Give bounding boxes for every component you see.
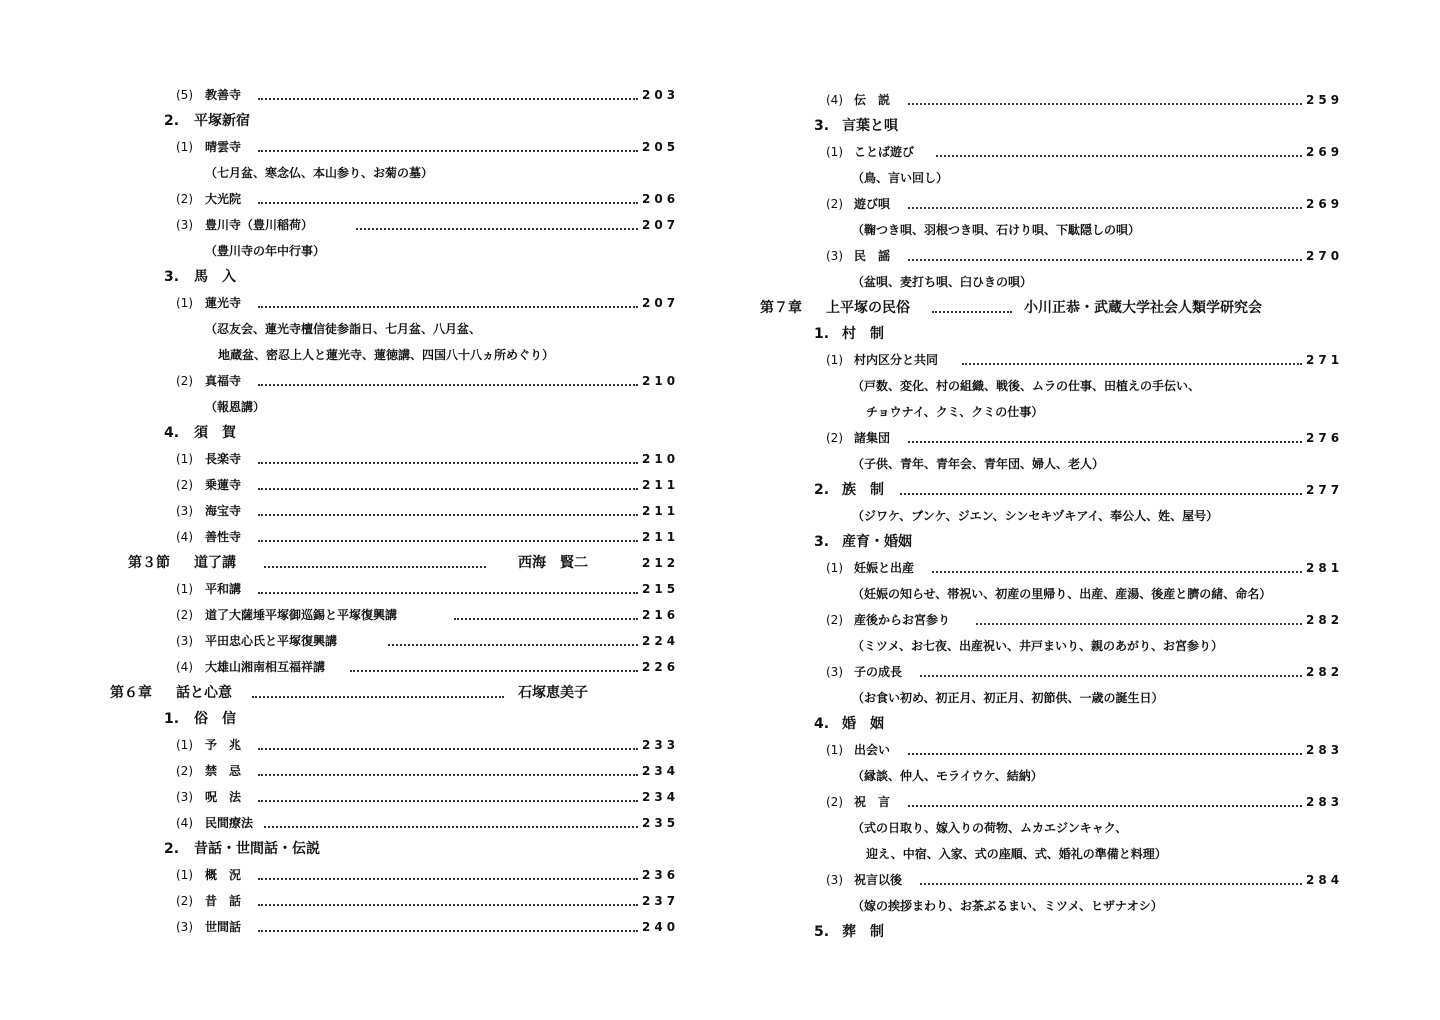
toc-subsection	[720, 323, 1440, 345]
entry-number: (1)	[826, 145, 843, 159]
entry-number: (2)	[176, 608, 193, 622]
toc-subsection	[0, 110, 720, 132]
entry-title: 呪 法	[205, 790, 242, 804]
entry-number: (3)	[176, 634, 193, 648]
entry-number: (2)	[826, 613, 843, 627]
toc-entry	[720, 791, 1440, 813]
entry-number: (1)	[826, 561, 843, 575]
toc-note	[720, 505, 1440, 527]
entry-title: 平和講	[205, 582, 242, 596]
entry-title: 産育・婚姻	[842, 534, 912, 550]
dot-leader	[908, 103, 1302, 105]
entry-note: （子供、青年、青年会、青年団、婦人、老人）	[852, 457, 1105, 471]
dot-leader	[258, 462, 638, 464]
toc-entry	[0, 916, 720, 938]
toc-entry	[720, 609, 1440, 631]
page-number: 226	[642, 660, 680, 674]
toc-note	[720, 765, 1440, 787]
toc-entry	[0, 526, 720, 548]
toc-entry	[720, 245, 1440, 267]
page-number: 284	[1306, 873, 1344, 887]
entry-title: 言葉と唄	[842, 118, 898, 134]
entry-title: 予 兆	[205, 738, 242, 752]
toc-chapter	[0, 682, 720, 704]
toc-note	[720, 219, 1440, 241]
entry-note: （戸数、変化、村の組織、戦後、ムラの仕事、田植えの手伝い、	[852, 379, 1201, 393]
toc-note	[0, 344, 720, 366]
entry-note: （妊娠の知らせ、帯祝い、初産の里帰り、出産、産湯、後産と臍の緒、命名）	[852, 587, 1272, 601]
entry-title: 村 制	[842, 326, 884, 342]
page-number: 210	[642, 374, 680, 388]
page-number: 237	[642, 894, 680, 908]
toc-entry	[0, 500, 720, 522]
dot-leader	[258, 748, 638, 750]
dot-leader	[962, 363, 1302, 365]
page-number: 210	[642, 452, 680, 466]
toc-section	[0, 552, 720, 574]
page-number: 207	[642, 296, 680, 310]
entry-number: (3)	[176, 218, 193, 232]
entry-title: 祝言以後	[854, 873, 903, 887]
entry-note: （七月盆、寒念仏、本山参り、お菊の墓）	[205, 166, 434, 180]
dot-leader	[258, 904, 638, 906]
dot-leader	[900, 493, 1302, 495]
toc-note	[720, 271, 1440, 293]
toc-entry	[720, 349, 1440, 371]
entry-title: 子の成長	[854, 665, 903, 679]
entry-number: (1)	[176, 868, 193, 882]
toc-entry	[0, 760, 720, 782]
entry-note: チョウナイ、クミ、クミの仕事）	[866, 405, 1044, 419]
entry-number: (4)	[176, 816, 193, 830]
toc-subsection	[0, 266, 720, 288]
entry-title: 大光院	[205, 192, 242, 206]
page-number: 224	[642, 634, 680, 648]
toc-entry	[720, 141, 1440, 163]
page-number: 207	[642, 218, 680, 232]
dot-leader	[258, 592, 638, 594]
entry-title: 世間話	[205, 920, 242, 934]
entry-note: （鳥、言い回し）	[852, 171, 949, 185]
chapter-title: 上平塚の民俗	[826, 300, 910, 316]
dot-leader	[264, 566, 486, 568]
toc-entry	[0, 604, 720, 626]
page-number: 234	[642, 790, 680, 804]
section-title: 道了講	[194, 555, 236, 571]
toc-entry	[720, 661, 1440, 683]
toc-subsection	[720, 531, 1440, 553]
entry-title: 昔 話	[205, 894, 242, 908]
toc-entry	[720, 193, 1440, 215]
page-number: 211	[642, 504, 680, 518]
toc-entry	[0, 630, 720, 652]
toc-entry	[0, 890, 720, 912]
entry-number: (1)	[176, 582, 193, 596]
entry-title: 豊川寺（豊川稲荷）	[205, 218, 314, 232]
page-number: 206	[642, 192, 680, 206]
page-number: 270	[1306, 249, 1344, 263]
page-number: 203	[642, 88, 680, 102]
dot-leader	[908, 207, 1302, 209]
toc-note	[720, 167, 1440, 189]
toc-subsection	[720, 921, 1440, 943]
entry-number: (1)	[176, 452, 193, 466]
toc-entry	[0, 370, 720, 392]
dot-leader	[920, 883, 1302, 885]
entry-number: 2.	[164, 841, 180, 857]
page-number: 233	[642, 738, 680, 752]
toc-note	[0, 240, 720, 262]
entry-title: 民 謡	[854, 249, 891, 263]
page-number: 283	[1306, 795, 1344, 809]
entry-number: (3)	[826, 665, 843, 679]
entry-number: 3.	[164, 269, 180, 285]
entry-title: 平田忠心氏と平塚復興講	[205, 634, 338, 648]
entry-number: (4)	[176, 530, 193, 544]
toc-entry	[0, 84, 720, 106]
entry-number: 3.	[814, 118, 830, 134]
toc-entry	[720, 479, 1440, 501]
entry-title: 俗 信	[194, 711, 236, 727]
toc-entry	[720, 89, 1440, 111]
toc-subsection	[720, 713, 1440, 735]
dot-leader	[252, 696, 504, 698]
entry-number: 2.	[814, 482, 830, 498]
page-number: 236	[642, 868, 680, 882]
right-page	[720, 0, 1440, 1020]
entry-title: 伝 説	[854, 93, 891, 107]
entry-title: 晴雲寺	[205, 140, 242, 154]
dot-leader	[258, 540, 638, 542]
entry-note: 地蔵盆、密忍上人と蓮光寺、蓮徳講、四国八十八ヵ所めぐり）	[218, 348, 555, 362]
toc-note	[720, 687, 1440, 709]
page-number: 235	[642, 816, 680, 830]
toc-subsection	[720, 115, 1440, 137]
entry-number: (4)	[826, 93, 843, 107]
page-number: 205	[642, 140, 680, 154]
page-number: 211	[642, 478, 680, 492]
dot-leader	[258, 306, 638, 308]
page-number: 269	[1306, 145, 1344, 159]
toc-note	[0, 396, 720, 418]
section-number: 第３節	[128, 555, 170, 571]
toc-entry	[0, 474, 720, 496]
entry-number: (2)	[826, 795, 843, 809]
toc-entry	[0, 188, 720, 210]
entry-number: 5.	[814, 924, 830, 940]
page-number: 212	[642, 556, 680, 570]
dot-leader	[258, 878, 638, 880]
entry-title: 教善寺	[205, 88, 242, 102]
entry-note: （報恩講）	[205, 400, 266, 414]
entry-number: (1)	[826, 743, 843, 757]
entry-title: 平塚新宿	[194, 113, 250, 129]
page-number: 276	[1306, 431, 1344, 445]
dot-leader	[920, 675, 1302, 677]
toc-subsection	[0, 422, 720, 444]
entry-number: (3)	[176, 504, 193, 518]
dot-leader	[258, 930, 638, 932]
entry-note: （式の日取り、嫁入りの荷物、ムカエジンキャク、	[852, 821, 1128, 835]
entry-title: 善性寺	[205, 530, 242, 544]
entry-title: 族 制	[842, 482, 884, 498]
dot-leader	[258, 488, 638, 490]
toc-entry	[0, 656, 720, 678]
entry-title: 葬 制	[842, 924, 884, 940]
page-number: 211	[642, 530, 680, 544]
toc-entry	[0, 812, 720, 834]
toc-entry	[0, 864, 720, 886]
toc-note	[0, 318, 720, 340]
entry-note: 迎え、中宿、入家、式の座順、式、婚礼の準備と料理）	[866, 847, 1167, 861]
entry-number: (2)	[826, 431, 843, 445]
entry-number: (3)	[826, 249, 843, 263]
entry-number: (2)	[176, 764, 193, 778]
entry-number: (2)	[826, 197, 843, 211]
toc-entry	[0, 448, 720, 470]
dot-leader	[350, 670, 638, 672]
dot-leader	[908, 805, 1302, 807]
dot-leader	[908, 441, 1302, 443]
entry-title: 婚 姻	[842, 716, 884, 732]
chapter-number: 第６章	[110, 685, 152, 701]
entry-number: (1)	[176, 296, 193, 310]
entry-number: (4)	[176, 660, 193, 674]
dot-leader	[454, 618, 638, 620]
dot-leader	[936, 155, 1302, 157]
entry-number: (2)	[176, 894, 193, 908]
page-number: 234	[642, 764, 680, 778]
dot-leader	[932, 571, 1302, 573]
entry-note: （鞠つき唄、羽根つき唄、石けり唄、下駄隠しの唄）	[852, 223, 1141, 237]
chapter-title: 話と心意	[176, 685, 232, 701]
toc-entry	[0, 578, 720, 600]
page-number: 283	[1306, 743, 1344, 757]
entry-note: （ジワケ、ブンケ、ジエン、シンセキヅキアイ、奉公人、姓、屋号）	[852, 509, 1219, 523]
toc-subsection	[0, 708, 720, 730]
entry-note: （嫁の挨拶まわり、お茶ぶるまい、ミツメ、ヒザナオシ）	[852, 899, 1163, 913]
entry-title: 産後からお宮参り	[854, 613, 951, 627]
entry-title: 民間療法	[205, 816, 254, 830]
entry-number: (1)	[176, 738, 193, 752]
entry-title: 概 況	[205, 868, 242, 882]
chapter-author: 石塚恵美子	[518, 685, 588, 701]
toc-entry	[720, 427, 1440, 449]
section-author: 西海 賢二	[518, 555, 588, 571]
toc-entry	[720, 739, 1440, 761]
toc-note	[0, 162, 720, 184]
toc-note	[720, 817, 1440, 839]
entry-note: （ミツメ、お七夜、出産祝い、井戸まいり、親のあがり、お宮参り）	[852, 639, 1224, 653]
toc-note	[720, 895, 1440, 917]
dot-leader	[908, 753, 1302, 755]
toc-note	[720, 453, 1440, 475]
toc-entry	[0, 136, 720, 158]
entry-number: 1.	[814, 326, 830, 342]
entry-title: 村内区分と共同	[854, 353, 939, 367]
entry-number: (3)	[176, 920, 193, 934]
page-number: 259	[1306, 93, 1344, 107]
entry-note: （豊川寺の年中行事）	[205, 244, 326, 258]
dot-leader	[258, 202, 638, 204]
entry-number: (1)	[176, 140, 193, 154]
entry-number: 4.	[164, 425, 180, 441]
toc-entry	[0, 214, 720, 236]
entry-number: (2)	[176, 374, 193, 388]
dot-leader	[388, 644, 638, 646]
page-number: 282	[1306, 613, 1344, 627]
entry-number: 4.	[814, 716, 830, 732]
entry-title: 昔話・世間話・伝説	[194, 841, 320, 857]
dot-leader	[976, 623, 1302, 625]
entry-number: (3)	[826, 873, 843, 887]
entry-title: ことば遊び	[854, 145, 915, 159]
entry-number: (2)	[176, 478, 193, 492]
toc-entry	[0, 292, 720, 314]
entry-title: 遊び唄	[854, 197, 891, 211]
toc-note	[720, 375, 1440, 397]
entry-title: 禁 忌	[205, 764, 242, 778]
toc-note	[720, 583, 1440, 605]
toc-entry	[720, 869, 1440, 891]
dot-leader	[264, 826, 638, 828]
entry-number: (2)	[176, 192, 193, 206]
entry-title: 蓮光寺	[205, 296, 242, 310]
toc-subsection	[0, 838, 720, 860]
dot-leader	[258, 774, 638, 776]
page-number: 277	[1306, 483, 1344, 497]
dot-leader	[356, 228, 638, 230]
dot-leader	[908, 259, 1302, 261]
page-number: 240	[642, 920, 680, 934]
page-number: 269	[1306, 197, 1344, 211]
entry-title: 乗蓮寺	[205, 478, 242, 492]
entry-title: 大雄山湘南相互福祥講	[205, 660, 326, 674]
entry-title: 長楽寺	[205, 452, 242, 466]
toc-note	[720, 401, 1440, 423]
dot-leader	[258, 800, 638, 802]
entry-number: (3)	[176, 790, 193, 804]
page-number: 281	[1306, 561, 1344, 575]
page-number: 216	[642, 608, 680, 622]
entry-title: 真福寺	[205, 374, 242, 388]
entry-note: （忍友会、蓮光寺檀信徒参詣日、七月盆、八月盆、	[205, 322, 482, 336]
page-number: 215	[642, 582, 680, 596]
toc-entry	[0, 734, 720, 756]
entry-title: 須 賀	[194, 425, 236, 441]
dot-leader	[258, 384, 638, 386]
toc-entry	[0, 786, 720, 808]
entry-title: 妊娠と出産	[854, 561, 915, 575]
entry-title: 道了大薩埵平塚御巡錫と平塚復興講	[205, 608, 398, 622]
entry-title: 諸集団	[854, 431, 891, 445]
toc-note	[720, 843, 1440, 865]
toc-chapter	[720, 297, 1440, 319]
dot-leader	[258, 150, 638, 152]
toc-entry	[720, 557, 1440, 579]
entry-note: （縁談、仲人、モライウケ、結納）	[852, 769, 1043, 783]
toc-note	[720, 635, 1440, 657]
entry-number: (5)	[176, 88, 193, 102]
dot-leader	[932, 311, 1012, 313]
dot-leader	[258, 514, 638, 516]
entry-number: 1.	[164, 711, 180, 727]
entry-number: (1)	[826, 353, 843, 367]
entry-title: 海宝寺	[205, 504, 242, 518]
entry-number: 3.	[814, 534, 830, 550]
entry-note: （盆唄、麦打ち唄、臼ひきの唄）	[852, 275, 1033, 289]
entry-title: 祝 言	[854, 795, 891, 809]
entry-note: （お食い初め、初正月、初正月、初節供、一歳の誕生日）	[852, 691, 1164, 705]
chapter-number: 第７章	[760, 300, 802, 316]
entry-number: 2.	[164, 113, 180, 129]
chapter-author: 小川正恭・武蔵大学社会人類学研究会	[1024, 300, 1262, 316]
page-number: 282	[1306, 665, 1344, 679]
entry-title: 馬 入	[194, 269, 236, 285]
entry-title: 出会い	[854, 743, 891, 757]
page-number: 271	[1306, 353, 1344, 367]
dot-leader	[258, 98, 638, 100]
